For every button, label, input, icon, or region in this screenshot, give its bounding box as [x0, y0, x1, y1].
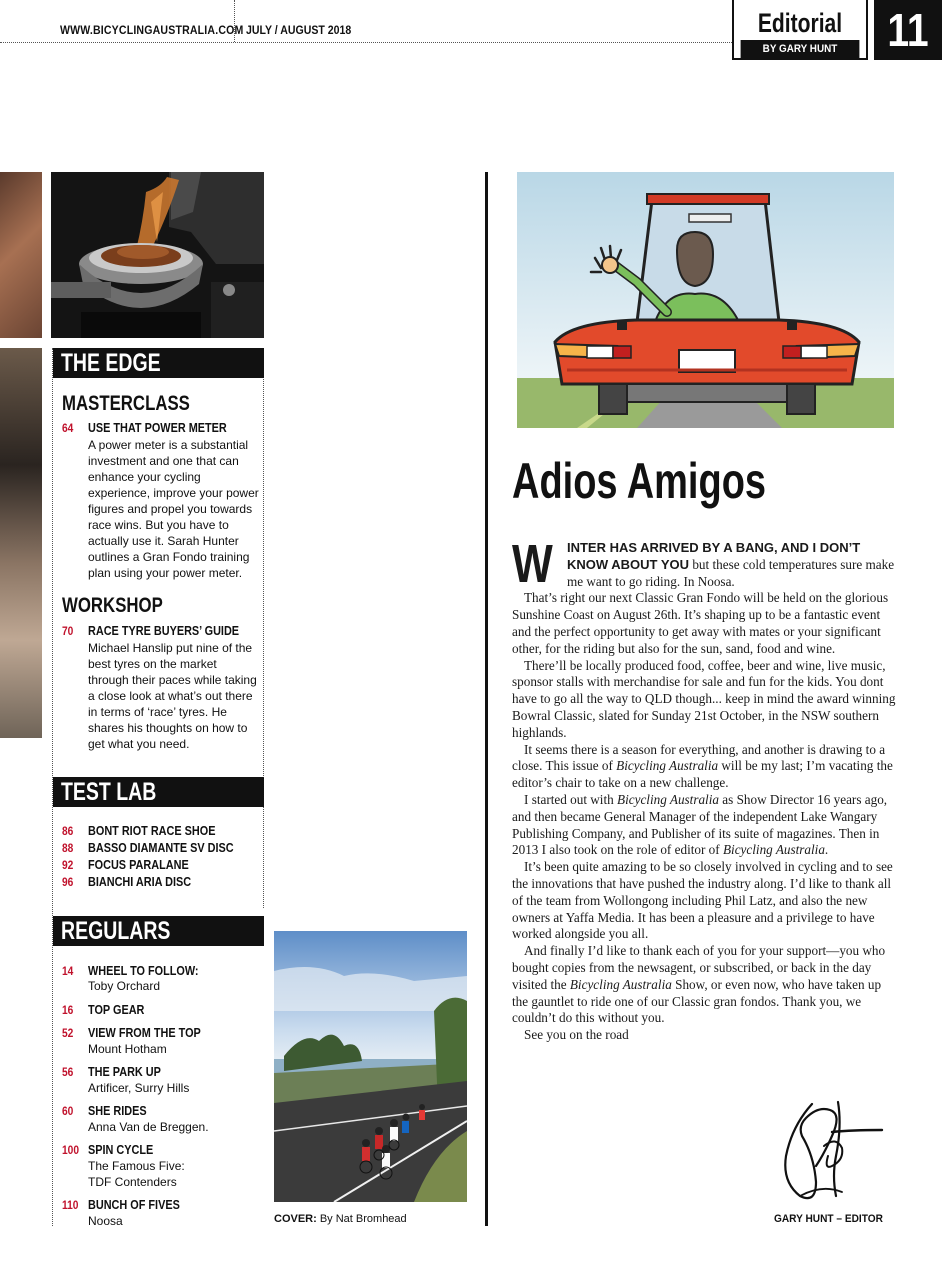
section-bar-regulars: REGULARS: [53, 916, 264, 946]
toc-subtitle: Anna Van de Breggen.: [88, 1120, 209, 1134]
toc-page-number: 100: [62, 1143, 80, 1157]
section-bar-the-edge: THE EDGE: [53, 348, 264, 378]
text-run: It seems there is a season for everything, and another is drawing to a close. This issue of: [512, 741, 886, 774]
toc-description: Michael Hanslip put nine of the best tyres on the market through their paces while taking a close look at what’s out there in terms of ‘race’ tyres. He shares his thoughts on how to get what you need.: [88, 641, 257, 751]
toc-subtitle: Toby Orchard: [88, 979, 161, 993]
article-headline: Adios Amigos: [512, 453, 767, 509]
toc-title[interactable]: RACE TYRE BUYERS’ GUIDE: [88, 624, 240, 638]
toc-title[interactable]: WHEEL TO FOLLOW:: [88, 964, 199, 978]
article-paragraph: See you on the road: [524, 1027, 629, 1043]
page-number: 11: [874, 0, 942, 60]
toc-page-number: 70: [62, 624, 74, 638]
section-bar-test-lab: TEST LAB: [53, 777, 264, 807]
cover-credit: COVER: By Nat Bromhead: [274, 1213, 407, 1225]
toc-subtitle: Artificer, Surry Hills: [88, 1081, 190, 1095]
magazine-title: Bicycling Australia: [569, 976, 672, 992]
article-paragraph: [512, 943, 896, 1027]
toc-title[interactable]: USE THAT POWER METER: [88, 421, 227, 435]
toc-page-number: 60: [62, 1104, 74, 1118]
issue-date: JULY / AUGUST 2018: [246, 23, 352, 37]
handwritten-signature: [772, 1096, 890, 1206]
photo-coffee-grinder: [51, 172, 264, 338]
cropped-photo-rider: [0, 348, 42, 738]
toc-page-number: 86: [62, 824, 74, 838]
toc-title[interactable]: BASSO DIAMANTE SV DISC: [88, 841, 234, 855]
article-paragraph: [512, 742, 896, 792]
illustration-car-wave: [517, 172, 894, 428]
subhead-masterclass: MASTERCLASS: [62, 392, 190, 415]
toc-subtitle: Noosa: [88, 1214, 123, 1228]
text-run: .: [824, 842, 829, 858]
text-run: Show, or even now, who have taken up the gauntlet to ride one of our Classic gran fondos. Thank you, we couldn’t do this without you.: [512, 976, 882, 1026]
toc-page-number: 88: [62, 841, 74, 855]
contents-right-rule: [263, 348, 264, 908]
toc-page-number: 110: [62, 1198, 79, 1212]
toc-title[interactable]: BIANCHI ARIA DISC: [88, 875, 192, 889]
column-divider: [485, 172, 488, 1226]
subhead-workshop: WORKSHOP: [62, 594, 163, 617]
toc-title[interactable]: SPIN CYCLE: [88, 1143, 154, 1157]
toc-subtitle: Mount Hotham: [88, 1042, 167, 1056]
section-tag: [732, 0, 868, 60]
toc-page-number: 96: [62, 875, 74, 889]
magazine-title: Bicycling Australia: [722, 842, 825, 858]
toc-title[interactable]: THE PARK UP: [88, 1065, 161, 1079]
toc-page-number: 52: [62, 1026, 74, 1040]
section-byline: BY GARY HUNT: [741, 40, 860, 58]
toc-subtitle: The Famous Five:: [88, 1159, 185, 1173]
toc-title[interactable]: TOP GEAR: [88, 1003, 145, 1017]
toc-subtitle: TDF Contenders: [88, 1175, 177, 1189]
header-rule: [0, 42, 732, 43]
toc-page-number: 92: [62, 858, 74, 872]
article-paragraph: There’ll be locally produced food, coffee, beer and wine, live music, sponsor stalls with merchandise for sale and fun for the kids. You dont have to go all the way to QLD though... keep in mind the award winning Bowral Classic, slated for Sunday 21st October, in the NSW southern highlands.: [512, 657, 896, 740]
text-run: And finally I’d like to thank each of you for your support—you who bought copies from the newsagent, or subscribed, or back in the day visited the: [512, 943, 886, 992]
toc-title[interactable]: SHE RIDES: [88, 1104, 147, 1118]
cover-photo-peloton: [274, 931, 467, 1202]
toc-page-number: 64: [62, 421, 74, 435]
toc-title[interactable]: BUNCH OF FIVES: [88, 1198, 180, 1212]
lead-rest: but these cold temperatures sure make me want to go riding. In Noosa.: [566, 556, 895, 589]
article-body: [512, 534, 896, 1044]
toc-page-number: 56: [62, 1065, 74, 1079]
magazine-title: Bicycling Australia: [616, 758, 719, 774]
cropped-photo-arm: [0, 172, 42, 338]
toc-title[interactable]: BONT RIOT RACE SHOE: [88, 824, 216, 838]
toc-title[interactable]: FOCUS PARALANE: [88, 858, 189, 872]
article-paragraph: It’s been quite amazing to be so closely involved in cycling and to see the innovations that have pushed the industry along. I’d like to thank all of the team from Wollongong including Phil Latz, and also the new owners at Yaffa Media. It has been a pleasure and a privilege to have worked alongside you all.: [512, 859, 893, 942]
lead-in: INTER HAS ARRIVED BY A BANG, AND I DON’T KNOW ABOUT YOU: [566, 540, 861, 572]
website-url: WWW.BICYCLINGAUSTRALIA.COM: [60, 23, 244, 37]
toc-page-number: 14: [62, 964, 74, 978]
toc-title[interactable]: VIEW FROM THE TOP: [88, 1026, 201, 1040]
article-paragraph: [512, 792, 896, 859]
editor-signoff: GARY HUNT – EDITOR: [774, 1213, 883, 1225]
magazine-title: Bicycling Australia: [617, 791, 719, 807]
text-run: I started out with: [524, 791, 618, 807]
toc-page-number: 16: [62, 1003, 74, 1017]
article-paragraph: [512, 534, 896, 594]
toc-description: A power meter is a substantial investment and one that can enhance your cycling experience, improve your power figures and propel you towards race wins. But you have to actually use it. Sarah Hunter outlines a Gran Fondo training plan using your power meter.: [88, 438, 259, 580]
text-run: as Show Director 16 years ago, and then became General Manager of the independent Lake Wangary Publishing Company, and Publisher of its suite of magazines. Then in 2013 I also took on the role of editor of: [512, 791, 888, 858]
drop-cap: W: [512, 534, 553, 594]
text-run: will be my last; I’m vacating the editor’s chair to take on a new challenge.: [512, 758, 893, 791]
section-title: Editorial: [757, 8, 843, 38]
article-paragraph: That’s right our next Classic Gran Fondo will be held on the glorious Sunshine Coast on August 26th. It’s shaping up to be a fantastic event and the perfect opportunity to get away with mates or your significant other, for the riding but also for the sun, sand, food and wine.: [512, 590, 889, 656]
